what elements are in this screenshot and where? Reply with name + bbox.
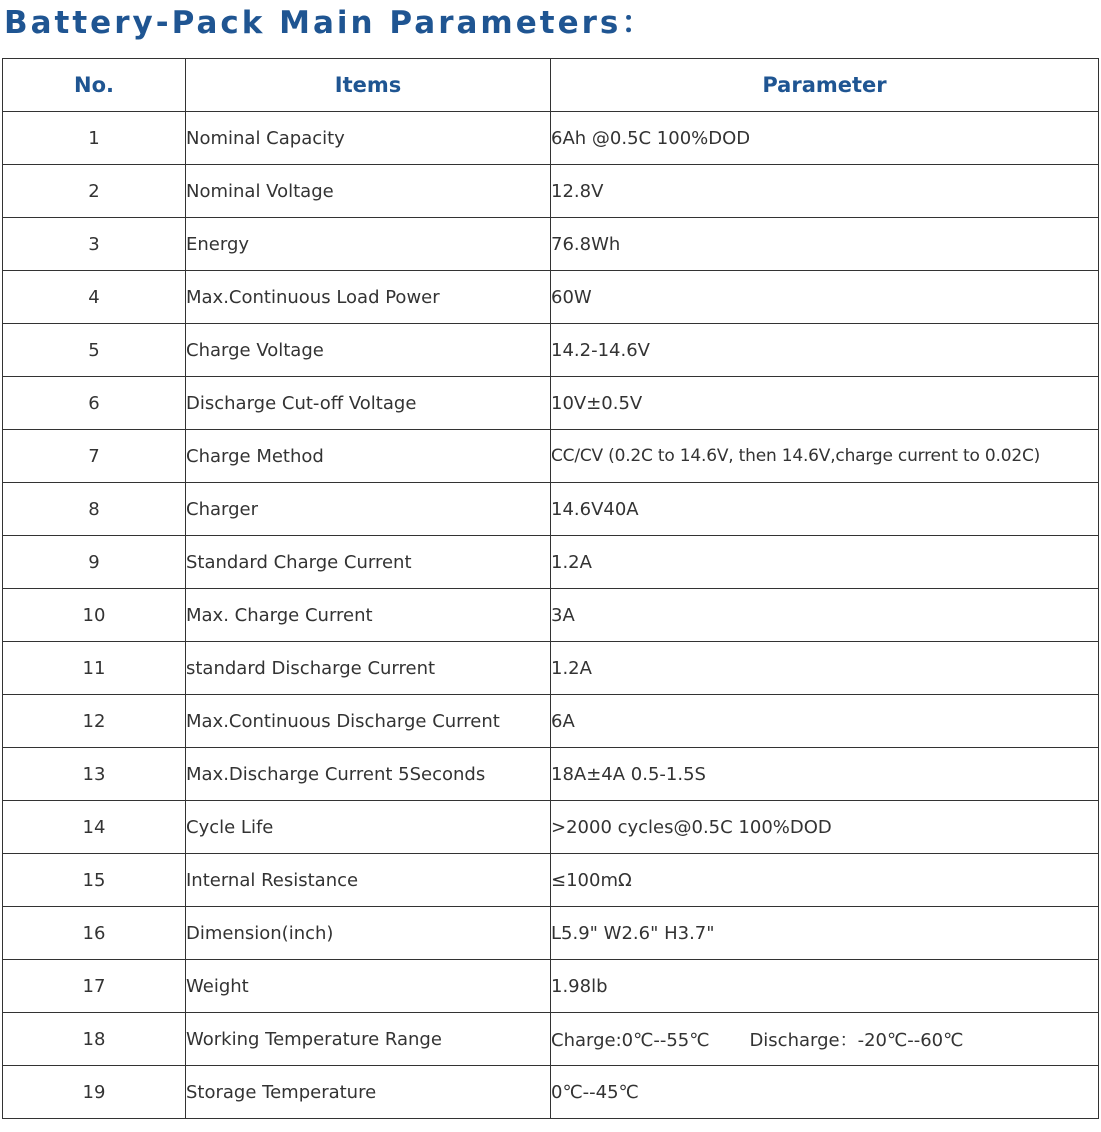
table-row	[3, 165, 1099, 218]
row-number: 10	[3, 589, 186, 642]
row-parameter: 3A	[551, 589, 1099, 642]
row-item: Nominal Voltage	[186, 165, 551, 218]
row-item: Storage Temperature	[186, 1066, 551, 1119]
table-row	[3, 430, 1099, 483]
row-item: standard Discharge Current	[186, 642, 551, 695]
row-number: 14	[3, 801, 186, 854]
row-parameter: ≤100mΩ	[551, 854, 1099, 907]
table-row	[3, 271, 1099, 324]
row-parameter: >2000 cycles@0.5C 100%DOD	[551, 801, 1099, 854]
row-parameter: 6A	[551, 695, 1099, 748]
table-row	[3, 854, 1099, 907]
table-row	[3, 1066, 1099, 1119]
page-title: Battery-Pack Main Parameters：	[4, 5, 656, 41]
row-number: 19	[3, 1066, 186, 1119]
row-parameter: 14.2-14.6V	[551, 324, 1099, 377]
row-item: Weight	[186, 960, 551, 1013]
row-parameter: 0℃--45℃	[551, 1066, 1099, 1119]
row-parameter: L5.9" W2.6" H3.7"	[551, 907, 1099, 960]
row-parameter: 76.8Wh	[551, 218, 1099, 271]
row-parameter: 1.2A	[551, 642, 1099, 695]
row-number: 13	[3, 748, 186, 801]
row-item: Charge Voltage	[186, 324, 551, 377]
table-row	[3, 324, 1099, 377]
table-header-row	[3, 59, 1099, 112]
table-row	[3, 112, 1099, 165]
table-row	[3, 589, 1099, 642]
parameters-table	[2, 58, 1099, 1119]
table-row	[3, 907, 1099, 960]
row-item: Charger	[186, 483, 551, 536]
charge-temperature-range: Charge:0℃--55℃	[551, 1030, 710, 1051]
table-row	[3, 377, 1099, 430]
row-number: 12	[3, 695, 186, 748]
row-item: Max.Discharge Current 5Seconds	[186, 748, 551, 801]
header-parameter: Parameter	[551, 59, 1099, 112]
row-number: 8	[3, 483, 186, 536]
row-number: 2	[3, 165, 186, 218]
row-parameter: CC/CV (0.2C to 14.6V, then 14.6V,charge current to 0.02C)	[551, 430, 1099, 483]
row-parameter: 1.98lb	[551, 960, 1099, 1013]
table-row	[3, 695, 1099, 748]
row-number: 4	[3, 271, 186, 324]
row-number: 11	[3, 642, 186, 695]
row-parameter: 60W	[551, 271, 1099, 324]
row-item: Discharge Cut-off Voltage	[186, 377, 551, 430]
table-row	[3, 801, 1099, 854]
row-item: Working Temperature Range	[186, 1013, 551, 1066]
header-items: Items	[186, 59, 551, 112]
row-parameter: 10V±0.5V	[551, 377, 1099, 430]
row-number: 6	[3, 377, 186, 430]
table-row	[3, 960, 1099, 1013]
row-item: Internal Resistance	[186, 854, 551, 907]
row-parameter: 14.6V40A	[551, 483, 1099, 536]
row-number: 7	[3, 430, 186, 483]
row-parameter: 6Ah @0.5C 100%DOD	[551, 112, 1099, 165]
row-number: 5	[3, 324, 186, 377]
row-item: Max. Charge Current	[186, 589, 551, 642]
row-item: Standard Charge Current	[186, 536, 551, 589]
row-parameter: 18A±4A 0.5-1.5S	[551, 748, 1099, 801]
row-item: Energy	[186, 218, 551, 271]
row-item: Nominal Capacity	[186, 112, 551, 165]
row-parameter: 12.8V	[551, 165, 1099, 218]
row-number: 9	[3, 536, 186, 589]
row-number: 18	[3, 1013, 186, 1066]
row-item: Max.Continuous Load Power	[186, 271, 551, 324]
row-number: 3	[3, 218, 186, 271]
table-row	[3, 536, 1099, 589]
row-parameter: 1.2A	[551, 536, 1099, 589]
row-number: 17	[3, 960, 186, 1013]
row-parameter-temperatures	[551, 1013, 1099, 1066]
table-row	[3, 218, 1099, 271]
table-row	[3, 642, 1099, 695]
row-number: 15	[3, 854, 186, 907]
row-number: 1	[3, 112, 186, 165]
header-no: No.	[3, 59, 186, 112]
row-item: Dimension(inch)	[186, 907, 551, 960]
row-number: 16	[3, 907, 186, 960]
row-item: Max.Continuous Discharge Current	[186, 695, 551, 748]
table-row	[3, 483, 1099, 536]
table-row	[3, 1013, 1099, 1066]
table-row	[3, 748, 1099, 801]
discharge-temperature-range: Discharge：-20℃--60℃	[749, 1030, 964, 1051]
row-item: Cycle Life	[186, 801, 551, 854]
row-item: Charge Method	[186, 430, 551, 483]
